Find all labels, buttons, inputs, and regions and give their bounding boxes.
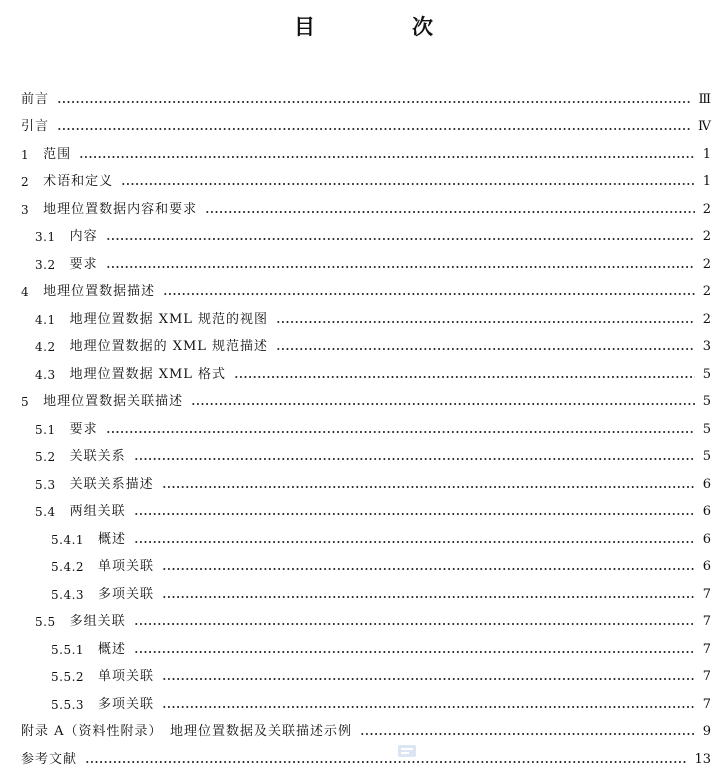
toc-entry-number: 4.3 [35, 367, 56, 382]
toc-dot-leader [57, 101, 692, 103]
toc-entry-page-number: 6 [702, 559, 711, 575]
toc-entry-page-number: 6 [702, 476, 711, 492]
toc-entry-number: 5.5.1 [51, 642, 85, 657]
toc-entry-number: 3.1 [35, 230, 56, 245]
toc-entry[interactable] [0, 719, 727, 747]
toc-entry-page-number: 2 [702, 284, 711, 300]
toc-entry[interactable] [0, 636, 727, 664]
toc-entry-page-number: Ⅲ [698, 91, 711, 107]
toc-dot-leader [205, 211, 695, 213]
toc-entry[interactable] [0, 691, 727, 719]
toc-entry-title: 单项关联 [98, 669, 155, 685]
toc-dot-leader [276, 321, 695, 323]
toc-dot-leader [162, 678, 695, 680]
toc-entry[interactable] [0, 389, 727, 417]
toc-entry-title: 概述 [98, 531, 127, 547]
toc-entry[interactable] [0, 251, 727, 279]
toc-dot-leader [106, 238, 695, 240]
toc-entry[interactable] [0, 141, 727, 169]
toc-entry-number: 5.4.3 [51, 587, 85, 602]
toc-entry[interactable] [0, 444, 727, 472]
toc-entry-number: 5.2 [35, 450, 56, 465]
toc-dot-leader [162, 568, 695, 570]
toc-entry-title: 术语和定义 [43, 174, 114, 190]
toc-entry-number: 5.4 [35, 505, 56, 520]
watermark-logo-icon [397, 742, 417, 760]
toc-entry-page-number: 2 [702, 229, 711, 245]
toc-entry-number: 3.2 [35, 257, 56, 272]
toc-entry-title: 引言 [21, 119, 50, 135]
toc-dot-leader [57, 128, 692, 130]
toc-entry[interactable] [0, 334, 727, 362]
toc-entry-number: 5.3 [35, 477, 56, 492]
toc-entry[interactable] [0, 114, 727, 142]
toc-entry-number: 4.2 [35, 340, 56, 355]
toc-entry-title: 地理位置数据 XML 格式 [69, 366, 227, 382]
toc-dot-leader [191, 403, 695, 405]
toc-dot-leader [106, 266, 695, 268]
toc-dot-leader [134, 623, 695, 625]
toc-entry-title: 参考文献 [21, 751, 78, 767]
toc-entry-page-number: Ⅳ [698, 119, 711, 135]
toc-entry-page-number: 5 [702, 366, 711, 382]
toc-entry-title: 概述 [98, 641, 127, 657]
toc-dot-leader [162, 596, 695, 598]
toc-entry-number: 1 [21, 147, 30, 162]
toc-entry[interactable] [0, 609, 727, 637]
toc-entry-page-number: 1 [702, 146, 711, 162]
toc-entry-page-number: 5 [702, 421, 711, 437]
toc-entry-page-number: 5 [702, 394, 711, 410]
toc-entry-title: 附录 A（资料性附录） 地理位置数据及关联描述示例 [21, 724, 353, 740]
toc-entry-title: 地理位置数据内容和要求 [43, 201, 198, 217]
toc-entry-title: 前言 [21, 91, 50, 107]
toc-entry-page-number: 6 [702, 504, 711, 520]
table-of-contents [0, 86, 727, 774]
toc-dot-leader [162, 486, 695, 488]
toc-entry-number: 5.5.3 [51, 697, 85, 712]
toc-entry[interactable] [0, 306, 727, 334]
toc-entry-page-number: 2 [702, 201, 711, 217]
toc-dot-leader [106, 431, 695, 433]
page-title: 目 次 [294, 15, 471, 39]
toc-entry-title: 关联关系 [69, 449, 126, 465]
toc-dot-leader [276, 348, 695, 350]
toc-dot-leader [121, 183, 695, 185]
toc-dot-leader [134, 651, 695, 653]
toc-entry-page-number: 6 [702, 531, 711, 547]
toc-dot-leader [360, 733, 695, 735]
toc-entry[interactable] [0, 499, 727, 527]
toc-dot-leader [134, 458, 695, 460]
toc-entry-title: 多项关联 [98, 586, 155, 602]
toc-entry-number: 5.1 [35, 422, 56, 437]
toc-entry-number: 4 [21, 285, 30, 300]
toc-entry[interactable] [0, 361, 727, 389]
toc-dot-leader [79, 156, 695, 158]
toc-entry-title: 地理位置数据关联描述 [43, 394, 184, 410]
toc-entry-title: 多项关联 [98, 696, 155, 712]
toc-entry-page-number: 13 [694, 751, 711, 767]
toc-entry[interactable] [0, 86, 727, 114]
toc-entry[interactable] [0, 224, 727, 252]
toc-dot-leader [134, 513, 695, 515]
toc-entry-page-number: 1 [702, 174, 711, 190]
toc-entry-title: 地理位置数据 XML 规范的视图 [69, 311, 269, 327]
toc-entry[interactable] [0, 526, 727, 554]
toc-entry[interactable] [0, 169, 727, 197]
toc-entry-page-number: 3 [702, 339, 711, 355]
toc-entry-page-number: 9 [702, 724, 711, 740]
toc-entry-number: 3 [21, 202, 30, 217]
toc-entry-number: 5 [21, 395, 30, 410]
toc-entry-title: 要求 [69, 421, 98, 437]
toc-entry[interactable] [0, 279, 727, 307]
toc-dot-leader [162, 706, 695, 708]
toc-entry-page-number: 7 [702, 614, 711, 630]
toc-entry-page-number: 7 [702, 696, 711, 712]
toc-dot-leader [163, 293, 695, 295]
toc-entry-page-number: 2 [702, 311, 711, 327]
toc-entry[interactable] [0, 554, 727, 582]
toc-entry[interactable] [0, 746, 727, 774]
toc-entry-page-number: 7 [702, 669, 711, 685]
toc-entry-number: 4.1 [35, 312, 56, 327]
toc-entry-title: 范围 [43, 146, 72, 162]
toc-dot-leader [234, 376, 695, 378]
toc-dot-leader [85, 761, 688, 763]
toc-dot-leader [134, 541, 695, 543]
toc-entry-page-number: 5 [702, 449, 711, 465]
toc-entry[interactable] [0, 196, 727, 224]
toc-entry[interactable] [0, 416, 727, 444]
toc-entry-page-number: 7 [702, 641, 711, 657]
toc-entry-title: 关联关系描述 [69, 476, 154, 492]
toc-entry-title: 内容 [69, 229, 98, 245]
toc-entry-title: 多组关联 [69, 614, 126, 630]
toc-entry-number: 5.4.2 [51, 560, 85, 575]
toc-entry[interactable] [0, 581, 727, 609]
toc-entry-title: 两组关联 [69, 504, 126, 520]
toc-entry-number: 5.5.2 [51, 670, 85, 685]
toc-entry[interactable] [0, 664, 727, 692]
toc-entry-title: 单项关联 [98, 559, 155, 575]
toc-entry[interactable] [0, 471, 727, 499]
toc-entry-page-number: 7 [702, 586, 711, 602]
toc-entry-page-number: 2 [702, 256, 711, 272]
toc-entry-number: 5.4.1 [51, 532, 85, 547]
toc-entry-title: 地理位置数据的 XML 规范描述 [69, 339, 269, 355]
toc-entry-number: 2 [21, 175, 30, 190]
toc-entry-title: 要求 [69, 256, 98, 272]
toc-entry-number: 5.5 [35, 615, 56, 630]
toc-entry-title: 地理位置数据描述 [43, 284, 156, 300]
